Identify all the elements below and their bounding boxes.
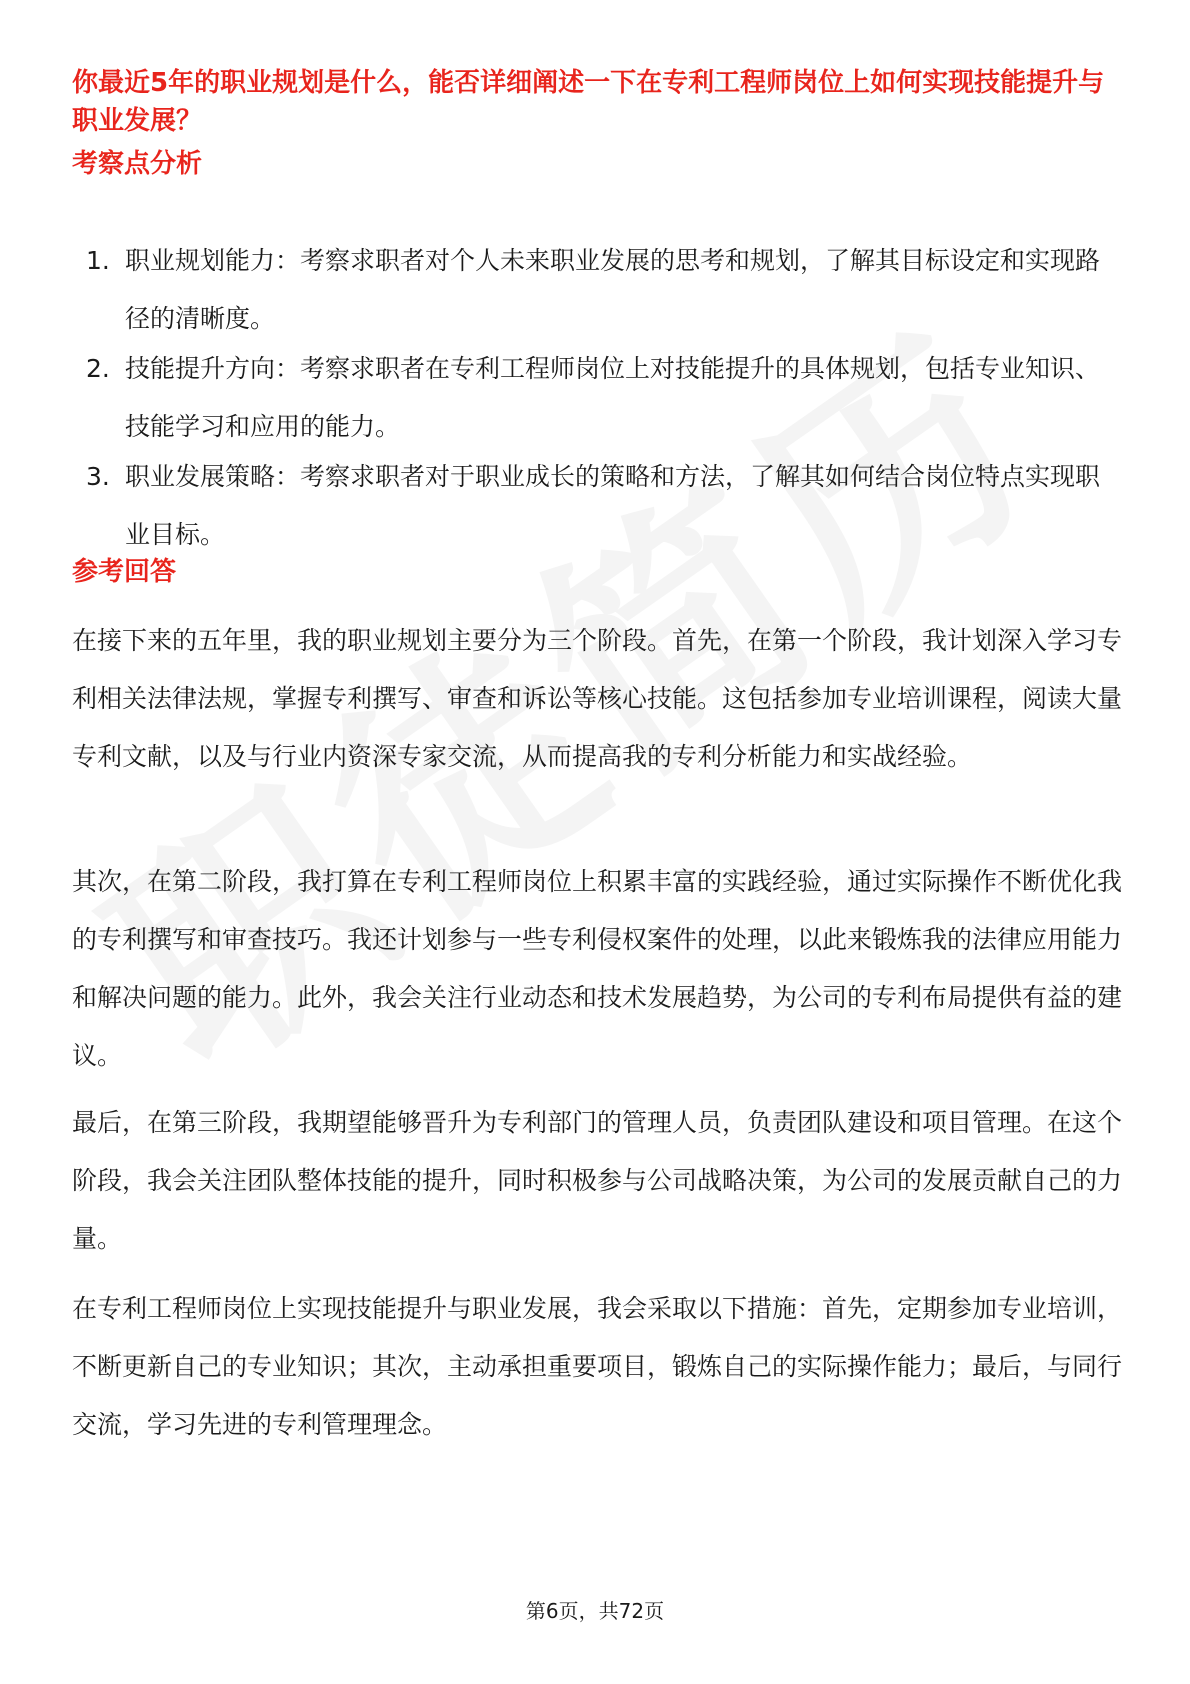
analysis-item-text: 技能提升方向：考察求职者在专利工程师岗位上对技能提升的具体规划，包括专业知识、技能学习和应用的能力。 xyxy=(125,354,1101,441)
question-heading: 你最近5年的职业规划是什么，能否详细阐述一下在专利工程师岗位上如何实现技能提升与职业发展？ xyxy=(72,68,1105,136)
analysis-item xyxy=(72,448,1122,564)
analysis-item-number: 3. xyxy=(86,462,110,491)
analysis-section-title: 考察点分析 xyxy=(72,149,203,179)
answer-paragraph: 最后，在第三阶段，我期望能够晋升为专利部门的管理人员，负责团队建设和项目管理。在这个阶段，我会关注团队整体技能的提升，同时积极参与公司战略决策，为公司的发展贡献自己的力量。 xyxy=(72,1108,1123,1253)
analysis-item xyxy=(72,340,1122,456)
answer-paragraph: 其次，在第二阶段，我打算在专利工程师岗位上积累丰富的实践经验，通过实际操作不断优化我的专利撰写和审查技巧。我还计划参与一些专利侵权案件的处理，以此来锻炼我的法律应用能力和解决问题的能力。此外，我会关注行业动态和技术发展趋势，为公司的专利布局提供有益的建议。 xyxy=(72,867,1123,1070)
analysis-item-text: 职业规划能力：考察求职者对个人未来职业发展的思考和规划，了解其目标设定和实现路径的清晰度。 xyxy=(125,246,1101,333)
answer-section-title: 参考回答 xyxy=(72,557,177,587)
answer-paragraph: 在接下来的五年里，我的职业规划主要分为三个阶段。首先，在第一个阶段，我计划深入学习专利相关法律法规，掌握专利撰写、审查和诉讼等核心技能。这包括参加专业培训课程，阅读大量专利文献，以及与行业内资深专家交流，从而提高我的专利分析能力和实战经验。 xyxy=(72,626,1123,771)
analysis-item xyxy=(72,232,1122,348)
analysis-item-number: 2. xyxy=(86,354,110,383)
analysis-item-text: 职业发展策略：考察求职者对于职业成长的策略和方法，了解其如何结合岗位特点实现职业目标。 xyxy=(125,462,1101,549)
answer-paragraph: 在专利工程师岗位上实现技能提升与职业发展，我会采取以下措施：首先，定期参加专业培训，不断更新自己的专业知识；其次，主动承担重要项目，锻炼自己的实际操作能力；最后，与同行交流，学习先进的专利管理理念。 xyxy=(72,1294,1123,1439)
analysis-item-number: 1. xyxy=(86,246,110,275)
page-number: 第6页，共72页 xyxy=(525,1599,665,1623)
analysis-list xyxy=(72,232,1122,564)
